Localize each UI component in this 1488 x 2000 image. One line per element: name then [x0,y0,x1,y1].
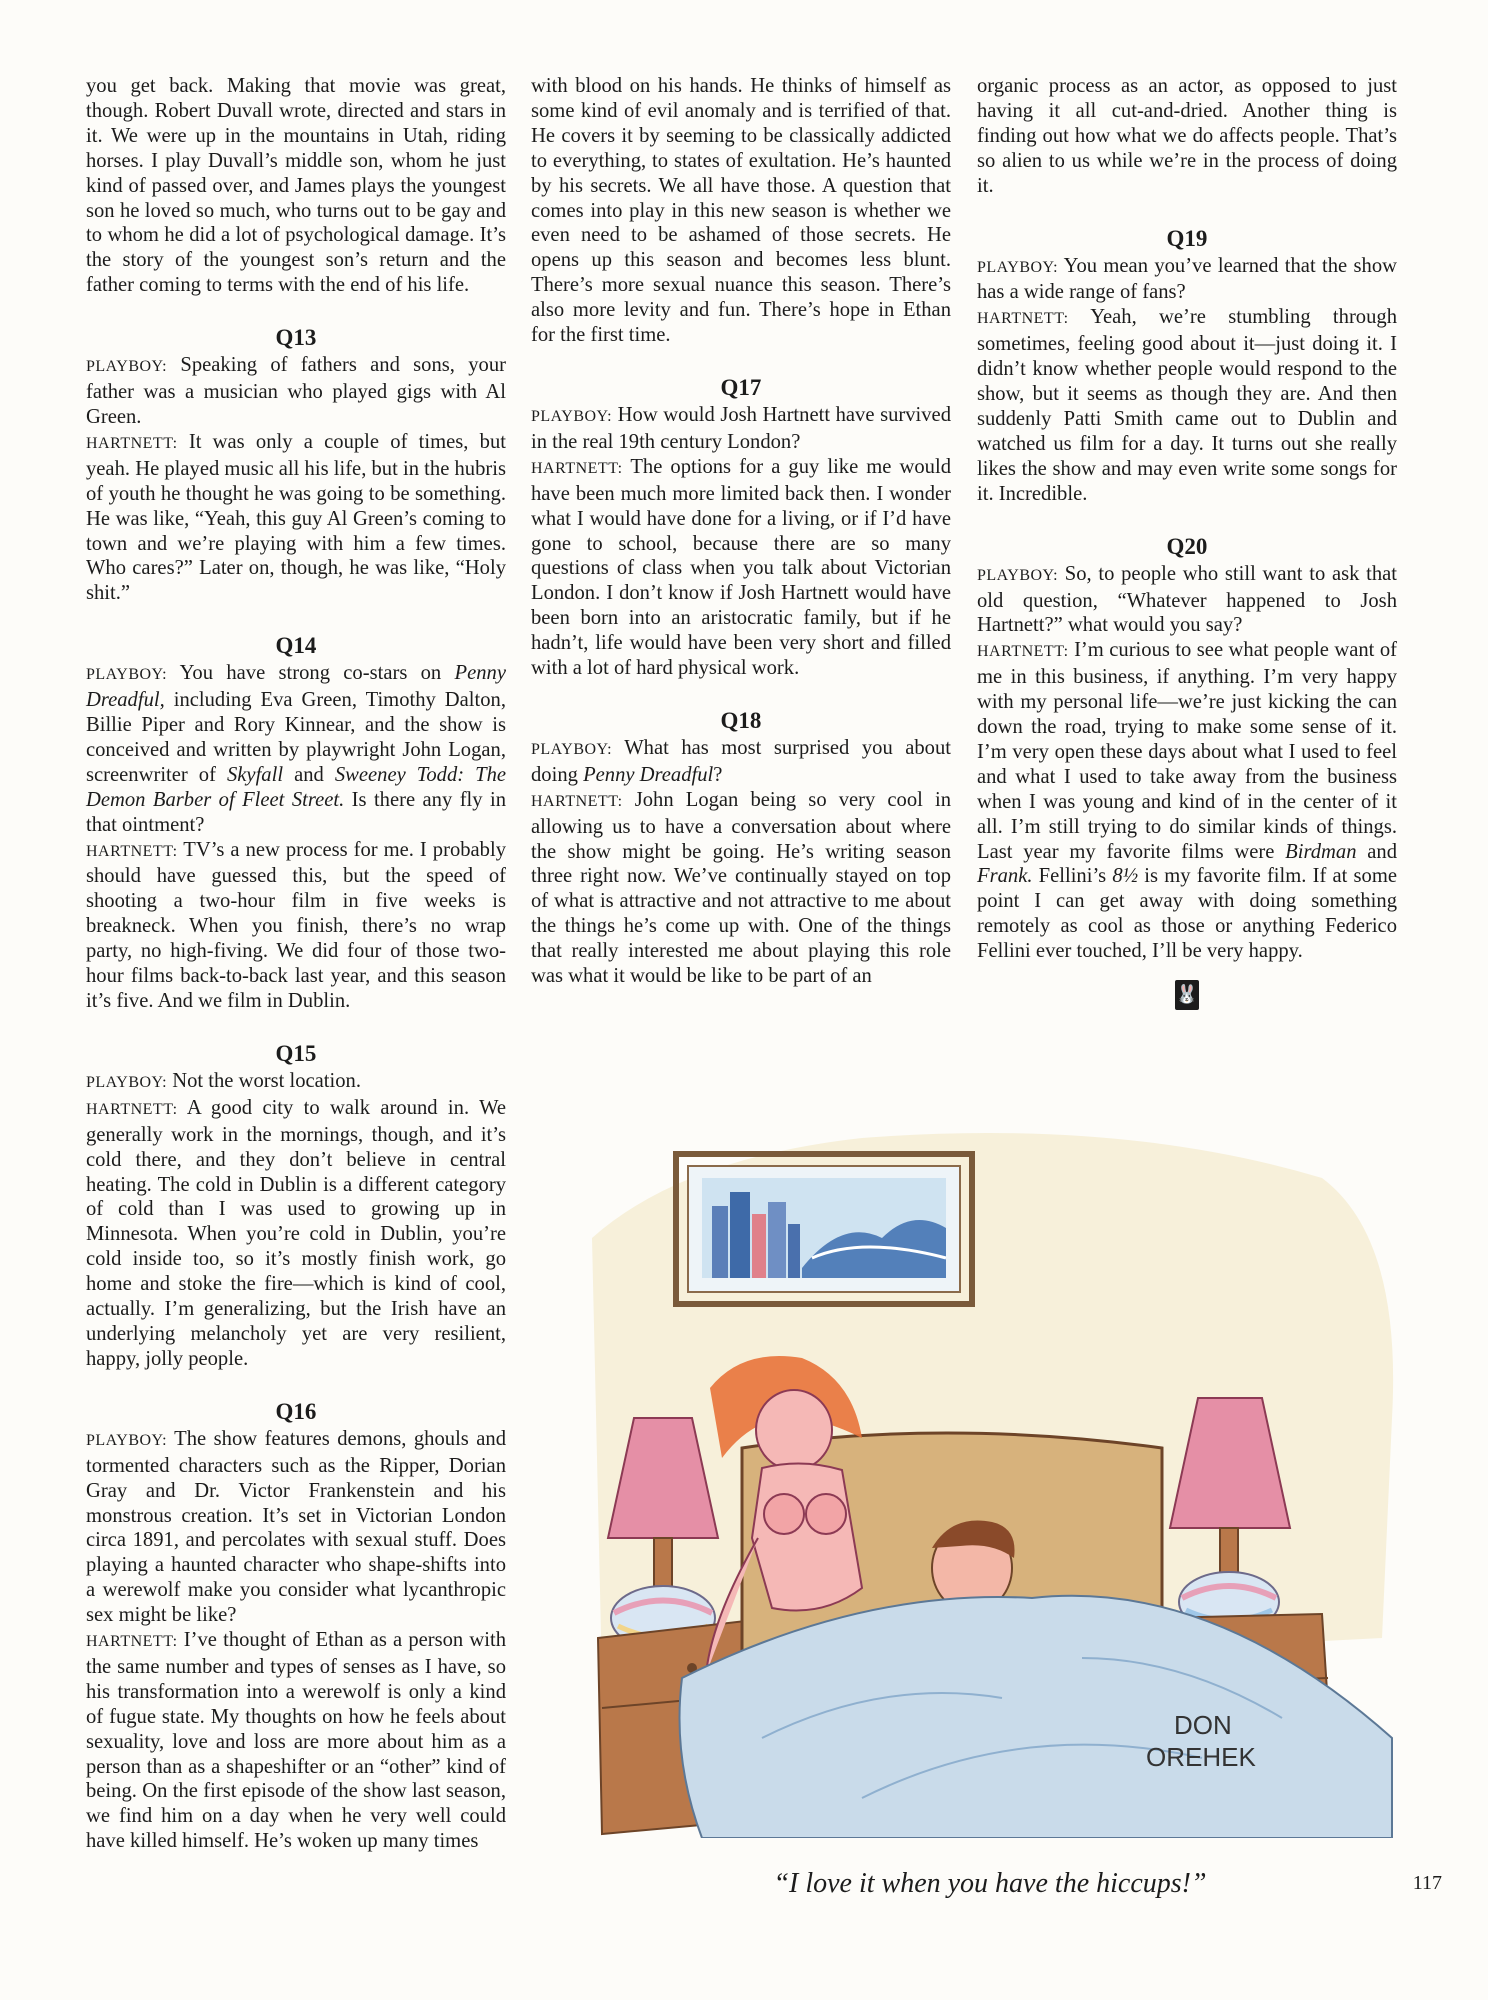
question-q19: PLAYBOY: You mean you’ve learned that the show has a wide range of fans? [977,254,1397,304]
rabbit-head-icon: 🐰 [1175,980,1199,1010]
page-number: 117 [1412,1872,1442,1894]
question-heading-q20: Q20 [1166,533,1208,559]
speaker-label: HARTNETT: [531,459,623,477]
paragraph-continued: organic process as an actor, as opposed to just having it all cut-and-dried. Another thing is finding out how what we do affects people. That’s so alien to us while we’re in the process of doing it. [977,75,1397,197]
question-heading-q19: Q19 [1166,225,1208,251]
cartoon-caption: “I love it when you have the hiccups!” [773,1868,1207,1899]
paragraph-continued: you get back. Making that movie was great, though. Robert Duvall wrote, directed and stars in it. We were up in the mountains in Utah, riding horses. I play Duvall’s middle son, whom he just kind of passed over, and James plays the youngest son he loved so much, who turns out to be gay and to whom he did a lot of psychological damage. It’s the story of the youngest son’s return and the father coming to terms with the end of his life. [86,75,506,297]
question-heading-q16: Q16 [275,1398,317,1424]
answer-q20: HARTNETT: I’m curious to see what people want of me in this business, if anything. I’m very happy with my personal life—we’re just kicking the can down the road, trying to make some sense of it. I’m very open these days about what I used to feel and what I used to take away from the business when I was young and kind of in the center of it all. I’m still trying to do similar kinds of things. Last year my favorite films were Birdman and Frank. Fellini’s 8½ is my favorite film. If at some point I can get away with doing something remotely as cool as those or anything Federico Fellini ever touched, I’ll be very happy. [977,639,1398,963]
speaker-label: HARTNETT: [86,434,178,452]
speaker-label: PLAYBOY: [977,566,1059,584]
question-q14: PLAYBOY: You have strong co-stars on Penny Dreadful, including Eva Green, Timothy Dalton, Billie Piper and Rory Kinnear, and the show is conceived and written by playwright John Logan, screenwriter of Skyfall and Sweeney Todd: The Demon Barber of Fleet Street. Is there any fly in that ointment? [86,662,507,836]
question-heading-q17: Q17 [720,374,762,400]
svg-text:DON: DON [1174,1710,1232,1740]
speaker-label: HARTNETT: [531,792,623,810]
question-q13: PLAYBOY: Speaking of fathers and sons, your father was a musician who played gigs with Al Green. [86,354,506,428]
wall-painting [676,1154,972,1304]
question-q20: PLAYBOY: So, to people who still want to ask that old question, “Whatever happened to Josh Hartnett?” what would you say? [977,562,1398,637]
paragraph-continued: with blood on his hands. He thinks of himself as some kind of evil anomaly and is terrified of that. He covers it by seeming to be classically addicted to everything, to states of exultation. He’s haunted by his secrets. We all have those. A question that comes into play in this new season is whether we even need to be ashamed of those secrets. He opens up this season and becomes less blunt. There’s more sexual nuance this season. There’s also more levity and fun. There’s hope in Ethan for the first time. [531,75,951,347]
answer-q17: HARTNETT: The options for a guy like me would have been much more limited back then. I wonder what I would have done for a living, or if I’d have gone to school, because there are so many questions of class when you talk about Victorian London. I don’t know if Josh Hartnett would have been born into an aristocratic family, but if he hadn’t, life would have been very short and filled with a lot of hard physical work. [531,455,951,680]
question-heading-q14: Q14 [275,633,317,659]
speaker-label: HARTNETT: [977,643,1069,661]
question-q16: PLAYBOY: The show features demons, ghouls and tormented characters such as the Ripper, Dorian Gray and Dr. Victor Frankenstein and his monstrous creation. It’s set in Victorian London circa 1891, and percolates with sexual stuff. Does playing a haunted character who shape-shifts into a werewolf make you consider what lycanthropic sex might be like? [86,1427,507,1627]
speaker-label: HARTNETT: [86,842,178,860]
end-mark [977,980,1397,1010]
answer-q13: HARTNETT: It was only a couple of times, but yeah. He played music all his life, but in the hubris of youth he thought he was going to be something. He was like, “Yeah, this guy Al Green’s coming to town and we’re playing with him a few times. Who cares?” Later on, though, he was like, “Holy shit.” [86,430,506,605]
answer-q16: HARTNETT: I’ve thought of Ethan as a person with the same number and types of senses as I have, so his transformation into a werewolf is only a kind of fugue state. My thoughts on how he feels about sexuality, love and loss are more about him as a person than as a shapeshifter or an “other” kind of being. On the first episode of the show last season, we find him on a day when he very well could have killed himself. He’s woken up many times [86,1629,506,1853]
question-q15: PLAYBOY: Not the worst location. [86,1069,361,1092]
question-q18: PLAYBOY: What has most surprised you about doing Penny Dreadful? [531,736,951,786]
question-q17: PLAYBOY: How would Josh Hartnett have survived in the real 19th century London? [531,403,951,453]
question-heading-q15: Q15 [275,1040,317,1066]
speaker-label: PLAYBOY: [86,666,168,684]
speaker-label: PLAYBOY: [86,1431,168,1449]
answer-q19: HARTNETT: Yeah, we’re stumbling through sometimes, feeling good about it—just doing it. I didn’t know whether people would respond to the show, but it seems as though they are. And then suddenly Patti Smith came out to Dublin and watched us film for a day. It turns out she really likes the show and may even write some songs for it. Incredible. [977,306,1397,505]
answer-q15: HARTNETT: A good city to walk around in. We generally work in the mornings, though, and it’s cold there, and they don’t believe in central heating. The cold in Dublin is a different category of cold than I was used to growing up in Minnesota. When you’re cold in Dublin, you’re cold inside too, so it’s mostly finish work, go home and stoke the fire—which is kind of cool, actually. I’m generalizing, but the Irish have an underlying melancholy yet are very resilient, happy, jolly people. [86,1096,506,1370]
speaker-label: PLAYBOY: [86,1073,168,1091]
speaker-label: HARTNETT: [86,1100,178,1118]
svg-text:OREHEK: OREHEK [1146,1742,1256,1772]
article-column-2 [531,74,951,989]
cartoon-illustration [562,1118,1418,1838]
article-column-1 [86,74,506,1854]
speaker-label: HARTNETT: [977,310,1069,328]
speaker-label: PLAYBOY: [531,740,613,758]
question-heading-q13: Q13 [275,325,317,351]
speaker-label: PLAYBOY: [977,258,1059,276]
answer-q14: HARTNETT: TV’s a new process for me. I probably should have guessed this, but the speed of shooting a two-hour film in five weeks is breakneck. When you finish, there’s no wrap party, no high-fiving. We did four of those two-hour films back-to-back last year, and this season it’s five. And we film in Dublin. [86,838,506,1012]
speaker-label: PLAYBOY: [531,407,613,425]
article-column-3 [977,74,1397,1010]
speaker-label: HARTNETT: [86,1633,178,1651]
question-heading-q18: Q18 [720,707,762,733]
speaker-label: PLAYBOY: [86,358,168,376]
answer-q18: HARTNETT: John Logan being so very cool in allowing us to have a conversation about where the show might be going. He’s writing season three right now. We’ve continually stayed on top of what is attractive and not attractive to me about the things he’s come up with. One of the things that really interested me about playing this role was what it would be like to be part of an [531,788,951,988]
